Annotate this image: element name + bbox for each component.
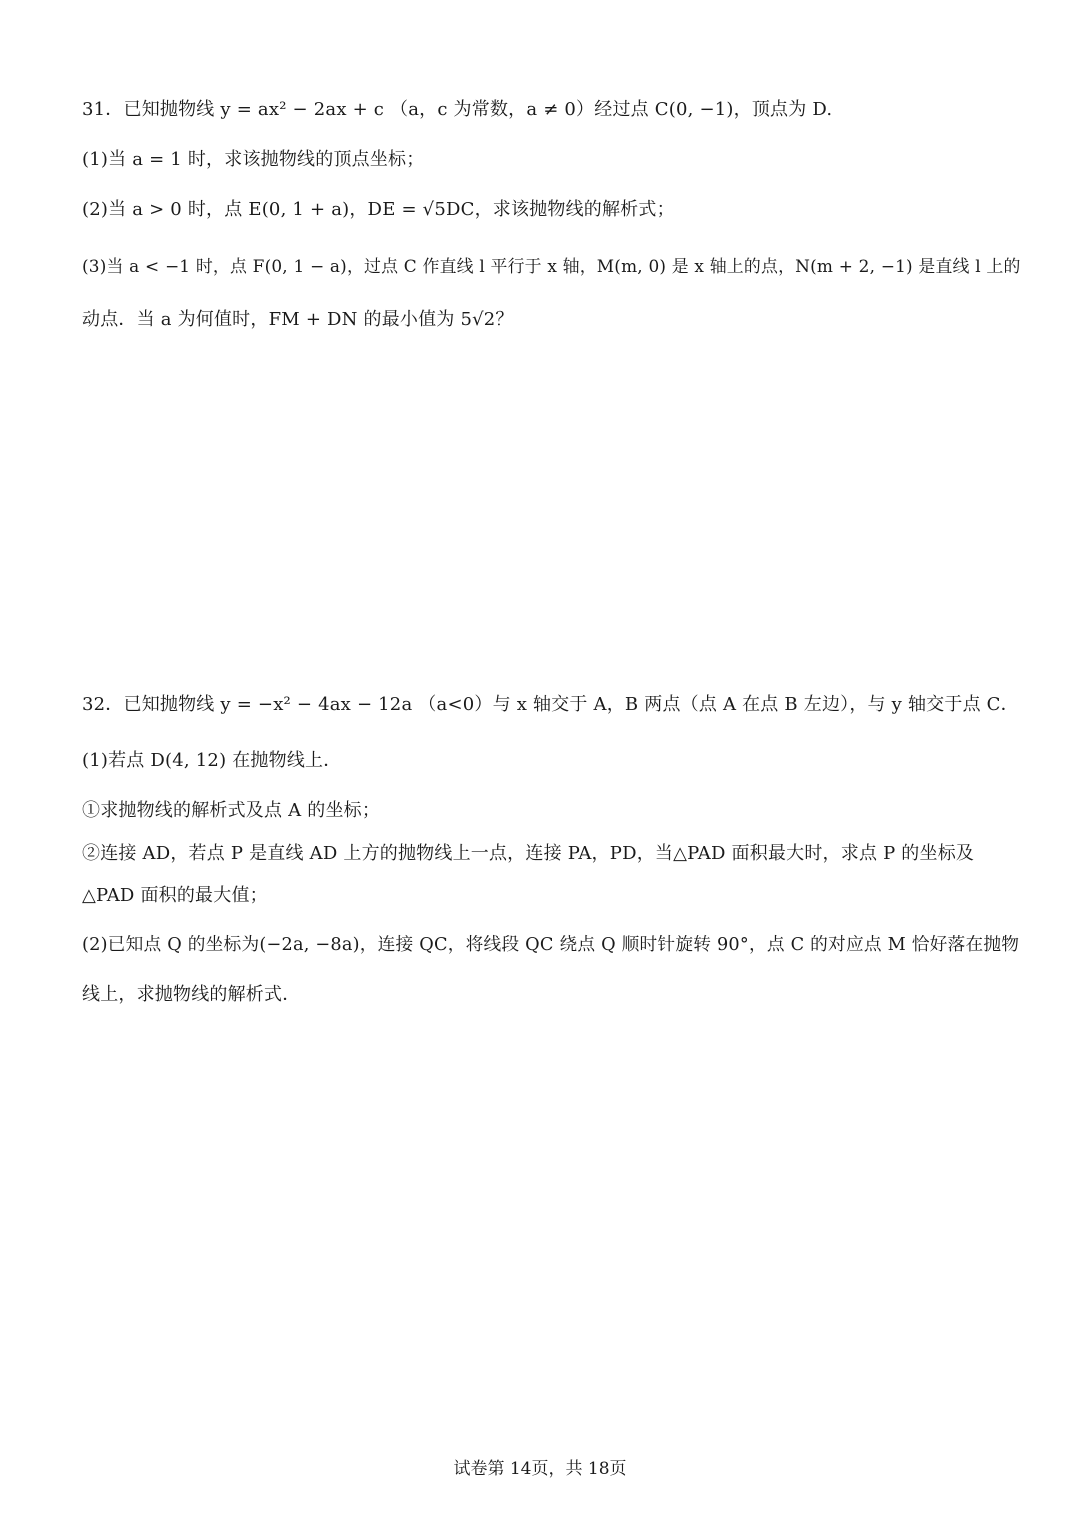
q31-part1: (1)当 a = 1 时，求该抛物线的顶点坐标； — [82, 149, 425, 170]
q32-part1-sub2-line2: △PAD 面积的最大值； — [82, 885, 268, 906]
q32-part1-sub2-line1: ②连接 AD，若点 P 是直线 AD 上方的抛物线上一点，连接 PA，PD，当△PAD 面积最大时，求点 P 的坐标及 — [82, 843, 975, 864]
q31-part2: (2)当 a > 0 时，点 E(0, 1 + a)，DE = √5DC，求该抛物线的解析式； — [82, 199, 675, 220]
q31-stem: 31．已知抛物线 y = ax² − 2ax + c （a，c 为常数，a ≠ 0）经过点 C(0, −1)，顶点为 D. — [82, 99, 833, 120]
page-footer: 试卷第 14页，共 18页 — [453, 1459, 627, 1479]
q32-part1: (1)若点 D(4, 12) 在抛物线上． — [82, 750, 342, 771]
q31-part3-line2: 动点．当 a 为何值时，FM + DN 的最小值为 5√2？ — [82, 309, 514, 330]
q32-stem: 32．已知抛物线 y = −x² − 4ax − 12a （a<0）与 x 轴交于 A，B 两点（点 A 在点 B 左边），与 y 轴交于点 C． — [82, 694, 1019, 715]
q32-part1-sub1: ①求抛物线的解析式及点 A 的坐标； — [82, 800, 381, 821]
q31-part3-line1: (3)当 a < −1 时，点 F(0, 1 − a)，过点 C 作直线 l 平行于 x 轴，M(m, 0) 是 x 轴上的点，N(m + 2, −1) 是直线 l 上的 — [82, 256, 1021, 276]
q32-part2-line1: (2)已知点 Q 的坐标为(−2a, −8a)，连接 QC，将线段 QC 绕点 Q 顺时针旋转 90°，点 C 的对应点 M 恰好落在抛物 — [82, 935, 1020, 955]
q32-part2-line2: 线上，求抛物线的解析式． — [82, 984, 301, 1005]
